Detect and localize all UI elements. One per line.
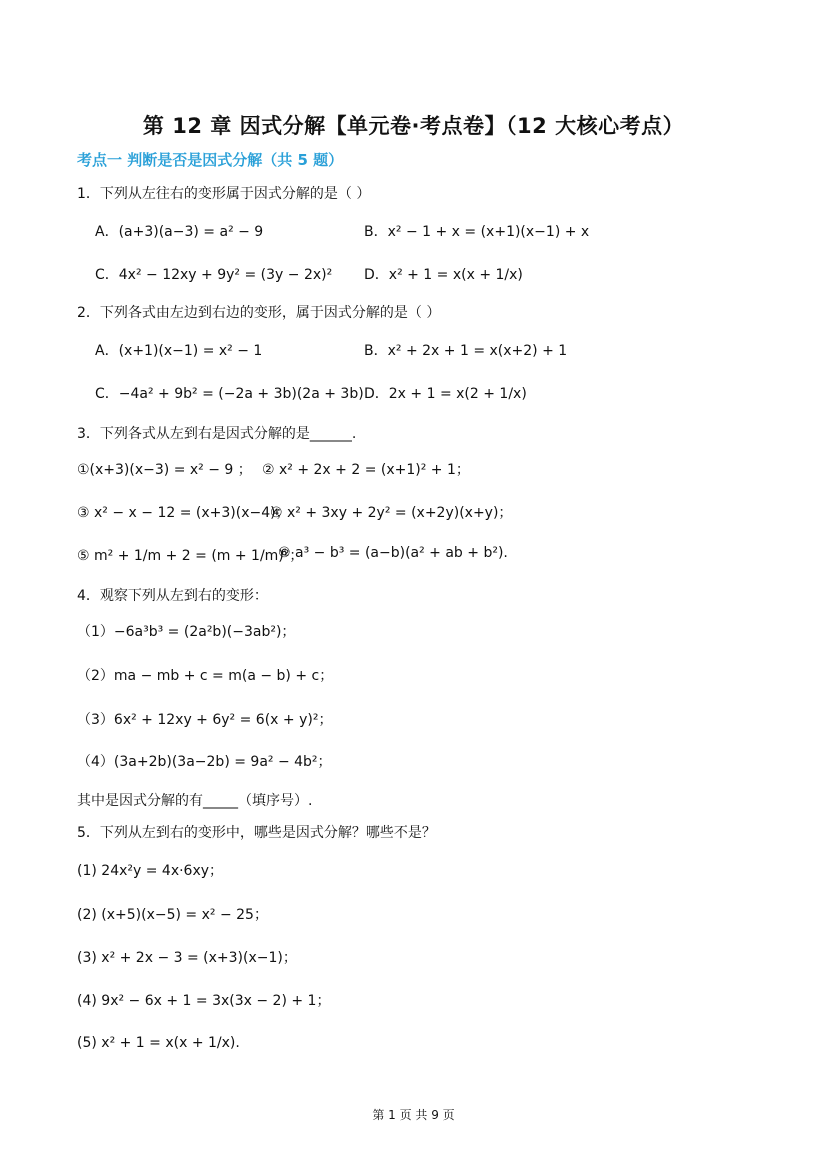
question-5-item-2: (2) (x+5)(x−5) = x² − 25； [77,907,268,923]
question-4-item-1: （1）−6a³b³ = (2a²b)(−3ab²)； [77,624,296,640]
question-2-stem: 2．下列各式由左边到右边的变形，属于因式分解的是（ ） [77,305,441,321]
section-heading: 考点一 判断是否是因式分解（共 5 题） [77,151,344,169]
question-3-item-6: ⑥ a³ − b³ = (a−b)(a² + ab + b²). [278,545,508,561]
question-3-item-1: ①(x+3)(x−3) = x² − 9 ； [77,462,252,478]
question-5-item-1: (1) 24x²y = 4x·6xy； [77,863,224,879]
page-footer: 第 1 页 共 9 页 [372,1108,455,1122]
question-2-option-d: D．2x + 1 = x(2 + 1/x) [364,386,527,402]
question-1-option-a: A．(a+3)(a−3) = a² − 9 [95,224,264,240]
question-1-option-c: C．4x² − 12xy + 9y² = (3y − 2x)² [95,267,333,283]
question-3-stem: 3．下列各式从左到右是因式分解的是______. [77,426,357,442]
question-3-item-2: ② x² + 2x + 2 = (x+1)² + 1； [262,462,470,478]
question-5-stem: 5．下列从左到右的变形中，哪些是因式分解？哪些不是？ [77,825,436,841]
question-5-item-5: (5) x² + 1 = x(x + 1/x). [77,1035,240,1051]
question-5-item-3: (3) x² + 2x − 3 = (x+3)(x−1)； [77,950,297,966]
question-1-option-d: D．x² + 1 = x(x + 1/x) [364,267,523,283]
question-1-stem: 1．下列从左往右的变形属于因式分解的是（ ） [77,186,371,202]
question-3-item-3: ③ x² − x − 12 = (x+3)(x−4)； [77,505,290,521]
question-2-option-c: C．−4a² + 9b² = (−2a + 3b)(2a + 3b) [95,386,364,402]
page-title: 第 12 章 因式分解【单元卷·考点卷】（12 大核心考点） [142,114,685,138]
question-5-item-4: (4) 9x² − 6x + 1 = 3x(3x − 2) + 1； [77,993,331,1009]
question-3-item-5: ⑤ m² + 1/m + 2 = (m + 1/m)²； [77,548,304,564]
question-2-option-b: B．x² + 2x + 1 = x(x+2) + 1 [364,343,568,359]
question-4-tail: 其中是因式分解的有_____（填序号）. [77,793,313,809]
question-2-option-a: A．(x+1)(x−1) = x² − 1 [95,343,263,359]
question-4-item-2: （2）ma − mb + c = m(a − b) + c； [77,668,334,684]
question-4-item-3: （3）6x² + 12xy + 6y² = 6(x + y)²； [77,712,333,728]
question-4-item-4: （4）(3a+2b)(3a−2b) = 9a² − 4b²； [77,754,332,770]
question-1-option-b: B．x² − 1 + x = (x+1)(x−1) + x [364,224,590,240]
question-3-item-4: ④ x² + 3xy + 2y² = (x+2y)(x+y)； [270,505,513,521]
question-4-stem: 4．观察下列从左到右的变形： [77,588,268,604]
